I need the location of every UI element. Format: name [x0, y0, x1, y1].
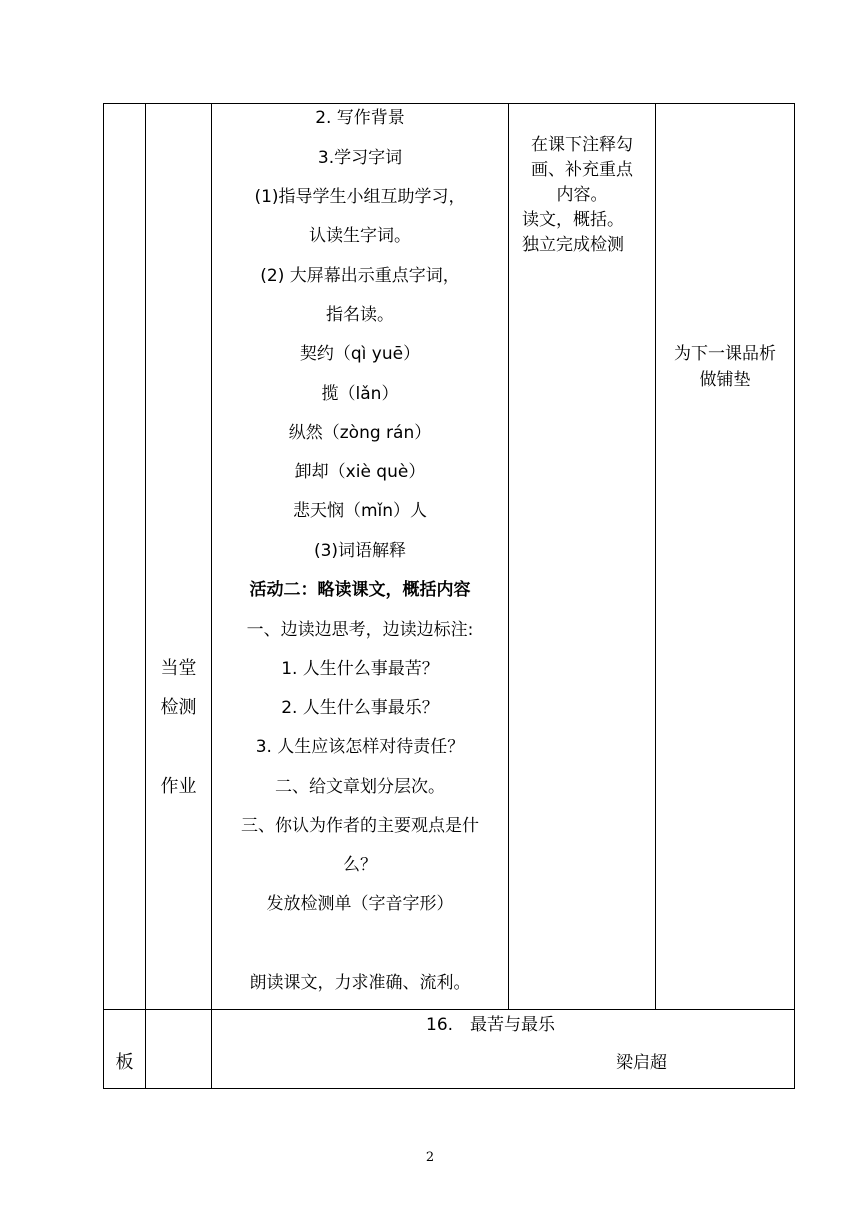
board-title: 16. 最苦与最乐 — [426, 1015, 556, 1035]
student-activity-line5: 独立完成检测 — [522, 235, 624, 255]
section-label-line3: 作业 — [160, 776, 197, 797]
main-line-guide-group: (1)指导学生小组互助学习， — [254, 187, 466, 207]
main-line-divide-levels: 二、给文章划分层次。 — [275, 777, 445, 797]
vocab-beitianminren: 悲天悯（mǐn）人 — [292, 501, 428, 521]
student-activity-line2: 画、补充重点 — [531, 160, 633, 180]
activity-two-heading: 活动二：略读课文，概括内容 — [249, 580, 471, 600]
student-activity-line1: 在课下注释勾 — [531, 135, 633, 155]
table-right-border — [794, 103, 795, 1089]
section-label-line1: 当堂 — [160, 658, 197, 679]
main-line-read-think: 一、边读边思考，边读边标注: — [246, 620, 474, 640]
board-label: 板 — [115, 1052, 134, 1073]
vocab-xieque: 卸却（xiè què） — [294, 462, 426, 482]
main-line-screen-words: (2) 大屏幕出示重点字词， — [260, 266, 460, 286]
table-top-border — [103, 103, 795, 104]
main-line-read-words: 认读生字词。 — [309, 226, 411, 246]
section-label-line2: 检测 — [160, 697, 197, 718]
main-line-main-view: 三、你认为作者的主要观点是什 — [241, 816, 479, 836]
question-1: 1. 人生什么事最苦？ — [281, 659, 439, 679]
column-divider-1 — [145, 103, 146, 1089]
main-line-main-view-end: 么？ — [343, 855, 377, 875]
main-line-name-read: 指名读。 — [326, 305, 394, 325]
table-row-divider — [103, 1009, 795, 1010]
vocab-qiyue: 契约（qì yuē） — [299, 344, 421, 364]
main-line-word-explanation: (3)词语解释 — [313, 541, 407, 561]
main-line-test-sheet: 发放检测单（字音字形） — [266, 894, 454, 914]
main-line-read-aloud: 朗读课文，力求准确、流利。 — [249, 973, 471, 993]
board-author: 梁启超 — [616, 1053, 667, 1073]
main-line-learn-words: 3.学习字词 — [317, 148, 403, 168]
question-3: 3. 人生应该怎样对待责任？ — [255, 737, 465, 757]
table-left-border — [103, 103, 104, 1089]
student-activity-line4: 读文，概括。 — [522, 210, 624, 230]
page-number: 2 — [425, 1150, 435, 1165]
question-2: 2. 人生什么事最乐？ — [281, 698, 439, 718]
table-bottom-border — [103, 1088, 795, 1089]
main-line-writing-background: 2. 写作背景 — [315, 108, 405, 128]
vocab-zongran: 纵然（zòng rán） — [288, 423, 432, 443]
design-intent-line2: 做铺垫 — [699, 370, 751, 390]
student-activity-line3: 内容。 — [556, 185, 608, 205]
vocab-lan: 揽（lǎn） — [321, 384, 399, 404]
column-divider-3 — [508, 103, 509, 1010]
design-intent-line1: 为下一课品析 — [674, 344, 776, 364]
